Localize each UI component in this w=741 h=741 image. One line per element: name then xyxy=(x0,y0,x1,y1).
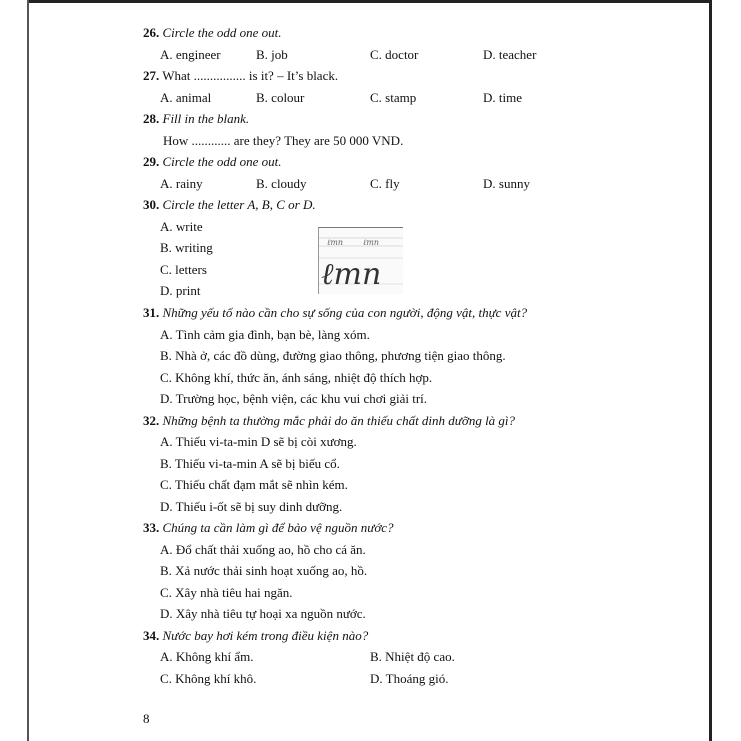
option-a: A. Đổ chất thải xuống ao, hồ cho cá ăn. xyxy=(160,542,366,557)
question-number: 28. xyxy=(143,111,160,126)
question-text: Circle the odd one out. xyxy=(162,25,282,40)
option-d: D. Thiếu i-ốt sẽ bị suy dinh dưỡng. xyxy=(160,499,343,514)
option-b: B. Xả nước thải sinh hoạt xuống ao, hồ. xyxy=(160,563,368,578)
fill-blank-sentence: How ............ are they? They are 50 000 VND. xyxy=(163,133,404,148)
question-number: 27. xyxy=(143,68,160,83)
question-number: 26. xyxy=(143,25,160,40)
option-d: D. Xây nhà tiêu tự hoại xa nguồn nước. xyxy=(160,606,366,621)
page-border-left xyxy=(27,0,29,741)
question-number: 31. xyxy=(143,305,160,320)
option-d: D. Thoáng gió. xyxy=(370,671,449,686)
option-c: C. Thiếu chất đạm mắt sẽ nhìn kém. xyxy=(160,477,348,492)
question-number: 32. xyxy=(143,413,160,428)
option-b: B. Nhiệt độ cao. xyxy=(370,649,455,664)
option-c: C. Không khí khô. xyxy=(160,671,257,686)
question-31 xyxy=(143,305,527,321)
option-a: A. Không khí ẩm. xyxy=(160,649,254,664)
option-c: C. fly xyxy=(370,176,400,191)
question-34 xyxy=(143,628,368,644)
page-number: 8 xyxy=(143,711,150,726)
question-text: What ................ is it? – It’s black. xyxy=(162,68,339,83)
question-text: Những bệnh ta thường mắc phải do ăn thiếu chất dinh dưỡng là gì? xyxy=(162,413,516,428)
option-c: C. doctor xyxy=(370,47,419,62)
page-border-right xyxy=(709,0,712,741)
option-a: A. rainy xyxy=(160,176,203,191)
question-number: 29. xyxy=(143,154,160,169)
question-number: 30. xyxy=(143,197,160,212)
option-b: B. Thiếu vi-ta-min A sẽ bị biếu cổ. xyxy=(160,456,340,471)
option-c: C. Không khí, thức ăn, ánh sáng, nhiệt độ thích hợp. xyxy=(160,370,433,385)
handwriting-sample-large: ℓmn xyxy=(321,257,382,292)
question-27 xyxy=(143,68,338,84)
option-d: D. Trường học, bệnh viện, các khu vui chơi giải trí. xyxy=(160,391,428,406)
question-text: Nước bay hơi kém trong điều kiện nào? xyxy=(162,628,369,643)
option-b: B. writing xyxy=(160,240,213,255)
question-number: 34. xyxy=(143,628,160,643)
question-30 xyxy=(143,197,316,213)
question-text: Những yếu tố nào cần cho sự sống của con người, động vật, thực vật? xyxy=(162,305,528,320)
option-d: D. time xyxy=(483,90,522,105)
option-b: B. job xyxy=(256,47,288,62)
option-b: B. Nhà ở, các đồ dùng, đường giao thông, phương tiện giao thông. xyxy=(160,348,506,363)
option-c: C. letters xyxy=(160,262,207,277)
handwriting-sample-small-1: ℓmn xyxy=(327,238,344,247)
question-text: Circle the odd one out. xyxy=(162,154,282,169)
option-a: A. write xyxy=(160,219,203,234)
question-text: Circle the letter A, B, C or D. xyxy=(162,197,316,212)
question-text: Fill in the blank. xyxy=(162,111,250,126)
option-d: D. teacher xyxy=(483,47,537,62)
option-a: A. animal xyxy=(160,90,212,105)
option-a: A. Tình cảm gia đình, bạn bè, làng xóm. xyxy=(160,327,370,342)
question-33 xyxy=(143,520,394,536)
option-d: D. sunny xyxy=(483,176,530,191)
page-border-top xyxy=(27,0,711,3)
question-32 xyxy=(143,413,515,429)
handwriting-image xyxy=(318,227,403,294)
question-number: 33. xyxy=(143,520,160,535)
question-text: Chúng ta cần làm gì để bảo vệ nguồn nước? xyxy=(162,520,394,535)
option-b: B. colour xyxy=(256,90,305,105)
option-a: A. engineer xyxy=(160,47,221,62)
question-29 xyxy=(143,154,282,170)
question-26 xyxy=(143,25,282,41)
handwriting-sample-small-2: ℓmn xyxy=(363,238,380,247)
option-b: B. cloudy xyxy=(256,176,307,191)
option-c: C. stamp xyxy=(370,90,417,105)
question-28 xyxy=(143,111,249,127)
option-d: D. print xyxy=(160,283,201,298)
option-a: A. Thiếu vi-ta-min D sẽ bị còi xương. xyxy=(160,434,357,449)
option-c: C. Xây nhà tiêu hai ngăn. xyxy=(160,585,293,600)
